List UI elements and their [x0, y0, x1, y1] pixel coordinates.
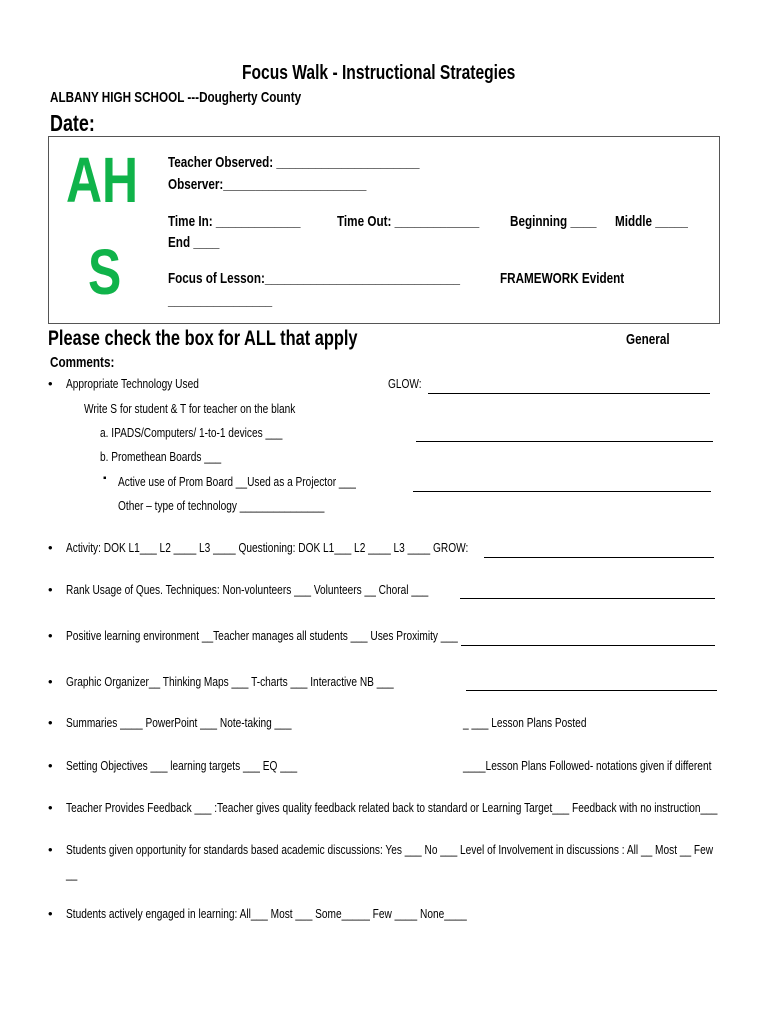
time-in-field[interactable]: Time In: _____________: [168, 213, 301, 230]
end-field[interactable]: End ____: [168, 234, 220, 251]
glow-label: GLOW:: [388, 376, 422, 391]
summaries-item[interactable]: Summaries ____ PowerPoint ___ Note-taking ___: [66, 715, 292, 730]
bullet-icon: •: [48, 628, 53, 643]
setting-objectives-item[interactable]: Setting Objectives ___ learning targets ___ EQ ___: [66, 758, 298, 773]
focus-of-lesson-continued[interactable]: ________________: [168, 292, 273, 309]
bullet-icon: •: [48, 715, 53, 730]
school-logo-s: S: [88, 236, 122, 308]
prom-board-item[interactable]: Active use of Prom Board __Used as a Projector ___: [118, 474, 356, 489]
bullet-icon: •: [48, 758, 53, 773]
write-instruction: Write S for student & T for teacher on the blank: [84, 401, 296, 416]
section-heading: Please check the box for ALL that apply: [48, 327, 358, 350]
teacher-observed-field[interactable]: Teacher Observed: ______________________: [168, 154, 420, 171]
rank-questioning-item[interactable]: Rank Usage of Ques. Techniques: Non-volunteers ___ Volunteers __ Choral ___: [66, 582, 429, 597]
comment-line[interactable]: [416, 441, 713, 442]
bullet-icon: •: [48, 376, 53, 391]
comment-line[interactable]: [466, 690, 717, 691]
framework-evident-label: FRAMEWORK Evident: [500, 270, 625, 287]
lesson-plans-posted-item[interactable]: _ ___ Lesson Plans Posted: [463, 715, 587, 730]
school-logo-ah: AH: [66, 144, 139, 216]
bullet-icon: •: [48, 906, 53, 921]
promethean-boards-item[interactable]: b. Promethean Boards ___: [100, 449, 222, 464]
comments-label: Comments:: [50, 354, 115, 371]
bullet-icon: •: [48, 540, 53, 555]
academic-discussions-item[interactable]: Students given opportunity for standards based academic discussions: Yes ___ No ___ Level of Involvement in discussions : All __ Most __ Few: [66, 842, 714, 857]
bullet-icon: •: [48, 674, 53, 689]
lesson-plans-followed-item[interactable]: ____Lesson Plans Followed- notations given if different: [463, 758, 712, 773]
focus-of-lesson-field[interactable]: Focus of Lesson:______________________________: [168, 270, 461, 287]
ipads-item[interactable]: a. IPADS/Computers/ 1-to-1 devices ___: [100, 425, 283, 440]
bullet-icon: •: [48, 582, 53, 597]
academic-discussions-continued[interactable]: __: [66, 866, 78, 881]
middle-field[interactable]: Middle _____: [615, 213, 688, 230]
square-bullet-icon: ▪: [103, 473, 107, 484]
comment-line[interactable]: [461, 645, 715, 646]
bullet-icon: •: [48, 842, 53, 857]
positive-environment-item[interactable]: Positive learning environment __Teacher manages all students ___ Uses Proximity ___: [66, 628, 458, 643]
bullet-icon: •: [48, 800, 53, 815]
graphic-organizer-item[interactable]: Graphic Organizer__ Thinking Maps ___ T-charts ___ Interactive NB ___: [66, 674, 394, 689]
students-engaged-item[interactable]: Students actively engaged in learning: All___ Most ___ Some_____ Few ____ None____: [66, 906, 467, 921]
page-title: Focus Walk - Instructional Strategies: [242, 62, 516, 84]
school-name: ALBANY HIGH SCHOOL ---Dougherty County: [50, 89, 302, 106]
other-technology-item[interactable]: Other – type of technology _______________: [118, 498, 325, 513]
comment-line[interactable]: [460, 598, 715, 599]
teacher-feedback-item[interactable]: Teacher Provides Feedback ___ :Teacher gives quality feedback related back to standard or Learning Target___ Feedback with no instruction___: [66, 800, 718, 815]
grow-comment-line[interactable]: [484, 557, 714, 558]
general-label: General: [626, 331, 670, 348]
activity-dok-item[interactable]: Activity: DOK L1___ L2 ____ L3 ____ Questioning: DOK L1___ L2 ____ L3 ____ GROW:: [66, 540, 469, 555]
date-label: Date:: [50, 110, 95, 136]
time-out-field[interactable]: Time Out: _____________: [337, 213, 480, 230]
technology-item[interactable]: Appropriate Technology Used: [66, 376, 199, 391]
glow-comment-line[interactable]: [428, 393, 710, 394]
observer-field[interactable]: Observer:______________________: [168, 176, 367, 193]
comment-line[interactable]: [413, 491, 711, 492]
beginning-field[interactable]: Beginning ____: [510, 213, 597, 230]
